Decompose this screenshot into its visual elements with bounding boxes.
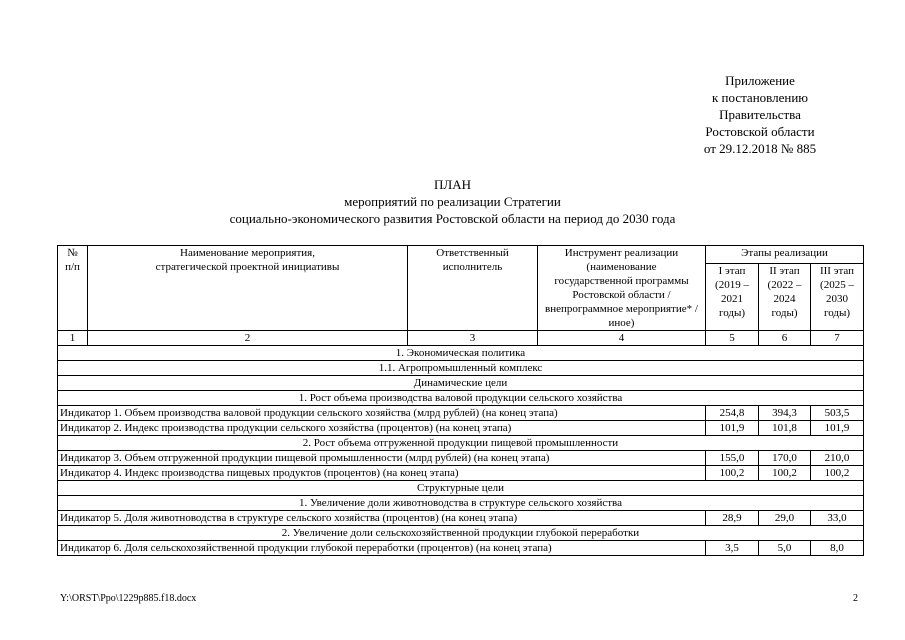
indicator-row bbox=[58, 451, 864, 466]
section-title: 1.1. Агропромышленный комплекс bbox=[58, 361, 864, 376]
stage-2-value: 100,2 bbox=[759, 466, 811, 481]
indicator-row bbox=[58, 421, 864, 436]
indicator-name: Индикатор 2. Индекс производства продукции сельского хозяйства (процентов) (на конец этапа) bbox=[58, 421, 706, 436]
appendix-line: Правительства bbox=[719, 107, 801, 122]
indicator-row bbox=[58, 406, 864, 421]
section-row bbox=[58, 391, 864, 406]
header-row bbox=[58, 246, 864, 264]
title-line: мероприятий по реализации Стратегии bbox=[344, 194, 561, 209]
column-number: 5 bbox=[706, 331, 759, 346]
appendix-line: от 29.12.2018 № 885 bbox=[703, 141, 817, 156]
section-row bbox=[58, 481, 864, 496]
stage-3-value: 503,5 bbox=[811, 406, 864, 421]
column-number: 1 bbox=[58, 331, 88, 346]
section-title: 1. Увеличение доли животноводства в структуре сельского хозяйства bbox=[58, 496, 864, 511]
stage-2-value: 101,8 bbox=[759, 421, 811, 436]
stage-3-value: 100,2 bbox=[811, 466, 864, 481]
file-path: Y:\ORST\Ppo\1229p885.f18.docx bbox=[60, 593, 197, 604]
section-title: 1. Экономическая политика bbox=[58, 346, 864, 361]
section-row bbox=[58, 436, 864, 451]
indicator-name: Индикатор 4. Индекс производства пищевых продуктов (процентов) (на конец этапа) bbox=[58, 466, 706, 481]
indicator-row bbox=[58, 511, 864, 526]
column-number: 3 bbox=[408, 331, 538, 346]
section-row bbox=[58, 346, 864, 361]
stage-1-value: 254,8 bbox=[706, 406, 759, 421]
stage-3-value: 33,0 bbox=[811, 511, 864, 526]
plan-table bbox=[57, 245, 864, 556]
section-title: Структурные цели bbox=[58, 481, 864, 496]
header-name: Наименование мероприятия, стратегической проектной инициативы bbox=[88, 246, 408, 331]
page-number: 2 bbox=[853, 593, 858, 604]
indicator-name: Индикатор 5. Доля животноводства в структуре сельского хозяйства (процентов) (на конец этапа) bbox=[58, 511, 706, 526]
section-row bbox=[58, 376, 864, 391]
header-instrument: Инструмент реализации (наименование государственной программы Ростовской области / внепрограммное мероприятие* / иное) bbox=[538, 246, 706, 331]
stage-3-value: 210,0 bbox=[811, 451, 864, 466]
header-stage-2: II этап (2022 – 2024 годы) bbox=[759, 263, 811, 330]
column-number-row bbox=[58, 331, 864, 346]
indicator-name: Индикатор 3. Объем отгруженной продукции пищевой промышленности (млрд рублей) (на конец этапа) bbox=[58, 451, 706, 466]
appendix-block bbox=[660, 72, 860, 157]
indicator-name: Индикатор 1. Объем производства валовой продукции сельского хозяйства (млрд рублей) (на конец этапа) bbox=[58, 406, 706, 421]
column-number: 7 bbox=[811, 331, 864, 346]
section-row bbox=[58, 526, 864, 541]
header-responsible: Ответственный исполнитель bbox=[408, 246, 538, 331]
header-num: № п/п bbox=[58, 246, 88, 331]
stage-2-value: 394,3 bbox=[759, 406, 811, 421]
section-title: 2. Рост объема отгруженной продукции пищевой промышленности bbox=[58, 436, 864, 451]
column-number: 6 bbox=[759, 331, 811, 346]
column-number: 2 bbox=[88, 331, 408, 346]
appendix-line: Ростовской области bbox=[705, 124, 815, 139]
header-stages: Этапы реализации bbox=[706, 246, 864, 264]
stage-1-value: 155,0 bbox=[706, 451, 759, 466]
stage-3-value: 8,0 bbox=[811, 541, 864, 556]
stage-3-value: 101,9 bbox=[811, 421, 864, 436]
header-stage-3: III этап (2025 – 2030 годы) bbox=[811, 263, 864, 330]
stage-2-value: 170,0 bbox=[759, 451, 811, 466]
section-row bbox=[58, 496, 864, 511]
document-title bbox=[0, 176, 905, 227]
indicator-row bbox=[58, 541, 864, 556]
appendix-line: к постановлению bbox=[711, 90, 809, 105]
appendix-line: Приложение bbox=[725, 73, 795, 88]
stage-2-value: 5,0 bbox=[759, 541, 811, 556]
indicator-name: Индикатор 6. Доля сельскохозяйственной продукции глубокой переработки (процентов) (на конец этапа) bbox=[58, 541, 706, 556]
column-number: 4 bbox=[538, 331, 706, 346]
stage-1-value: 28,9 bbox=[706, 511, 759, 526]
stage-1-value: 3,5 bbox=[706, 541, 759, 556]
section-title: 2. Увеличение доли сельскохозяйственной продукции глубокой переработки bbox=[58, 526, 864, 541]
title-line: ПЛАН bbox=[434, 177, 471, 192]
stage-1-value: 100,2 bbox=[706, 466, 759, 481]
section-row bbox=[58, 361, 864, 376]
header-stage-1: I этап (2019 – 2021 годы) bbox=[706, 263, 759, 330]
section-title: 1. Рост объема производства валовой продукции сельского хозяйства bbox=[58, 391, 864, 406]
stage-2-value: 29,0 bbox=[759, 511, 811, 526]
indicator-row bbox=[58, 466, 864, 481]
title-line: социально-экономического развития Ростовской области на период до 2030 года bbox=[229, 211, 676, 226]
stage-1-value: 101,9 bbox=[706, 421, 759, 436]
section-title: Динамические цели bbox=[58, 376, 864, 391]
